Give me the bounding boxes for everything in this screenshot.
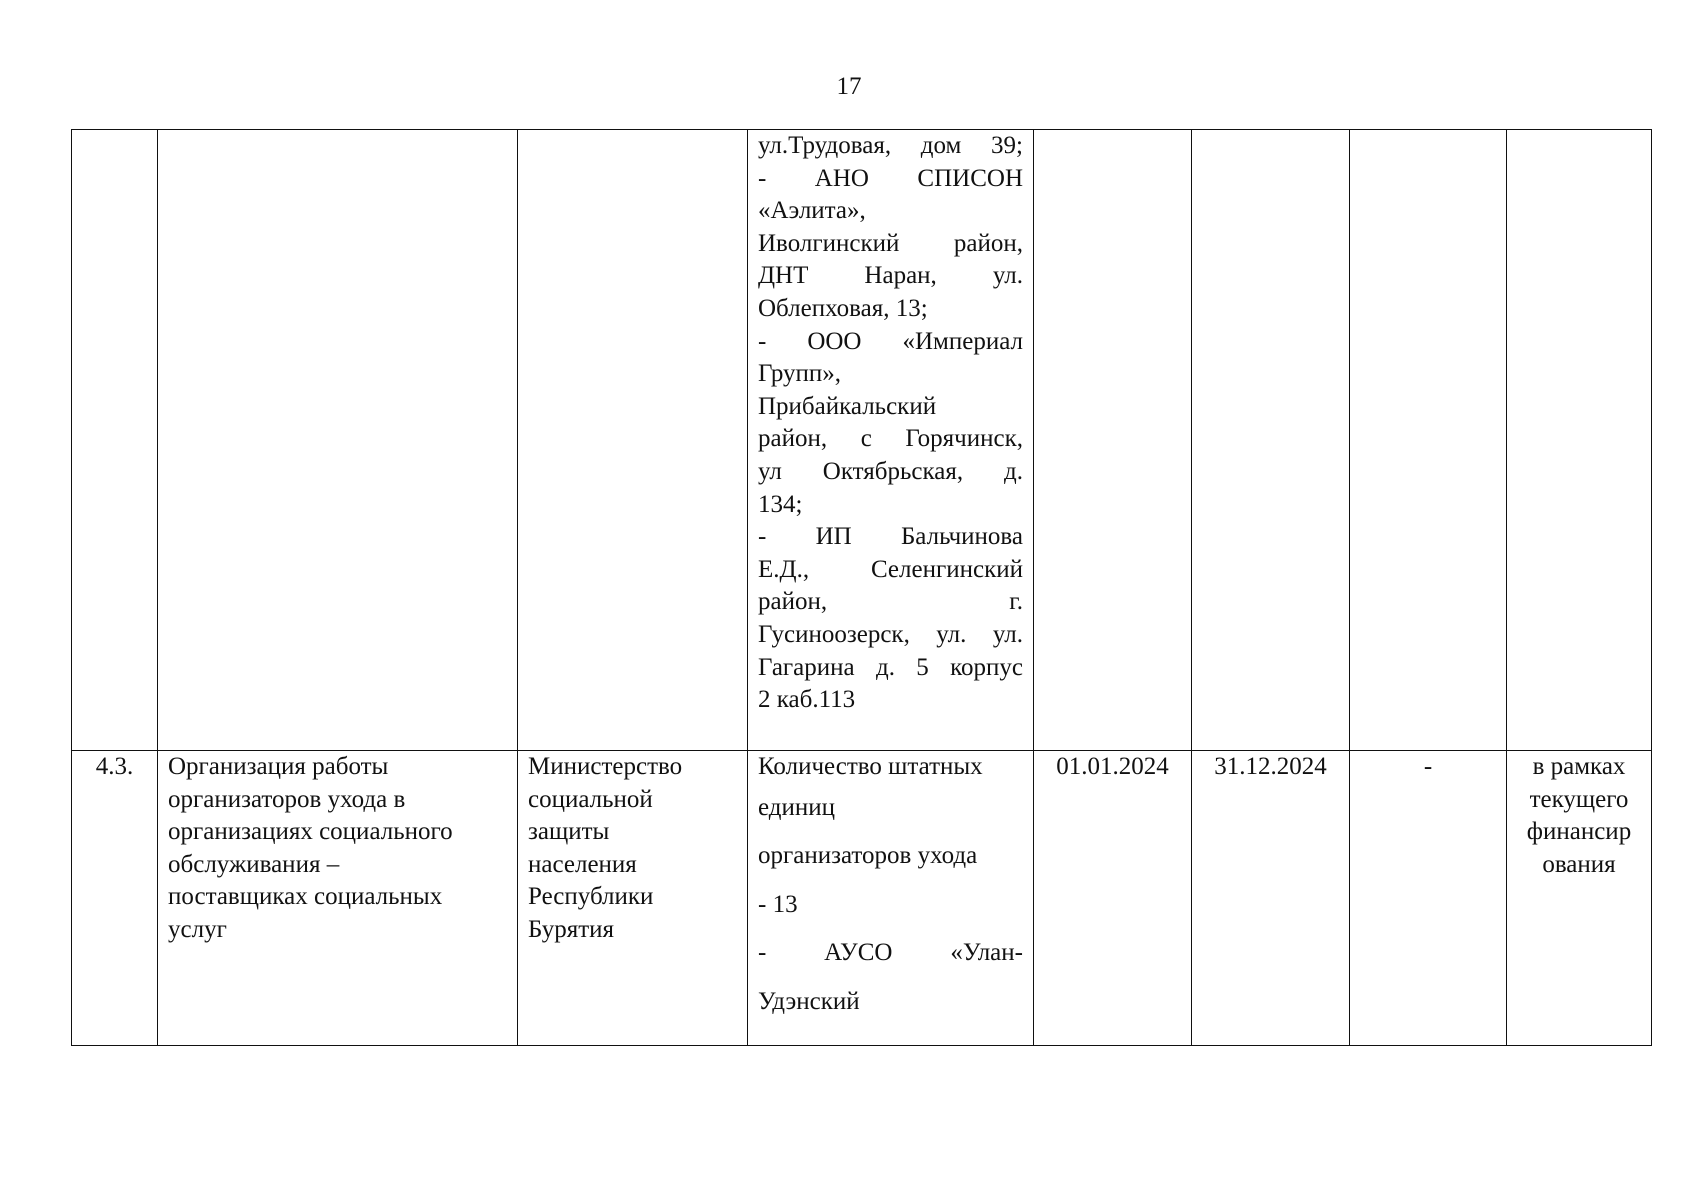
indicator-line: единиц bbox=[758, 793, 836, 821]
address-line: - ИП Бальчинова bbox=[758, 523, 1023, 551]
event-line: услуг bbox=[168, 915, 227, 943]
executor-line: защиты bbox=[528, 818, 610, 846]
executor-line: социальной bbox=[528, 785, 653, 813]
funding-source bbox=[1507, 751, 1651, 881]
event-line: организаторов ухода в bbox=[168, 785, 406, 813]
cell-event bbox=[158, 130, 518, 751]
start-date: 01.01.2024 bbox=[1056, 753, 1169, 780]
funding-line: ования bbox=[1542, 850, 1616, 878]
address-line: Прибайкальский bbox=[758, 392, 937, 420]
executor-line: Республики bbox=[528, 883, 654, 911]
address-line: - АНО СПИСОН bbox=[758, 164, 1023, 192]
cell-end-date bbox=[1192, 130, 1350, 751]
event-description bbox=[158, 751, 517, 947]
cell-executor bbox=[518, 130, 748, 751]
event-line: Организация работы bbox=[168, 753, 389, 780]
funding-line: в рамках bbox=[1532, 753, 1626, 780]
event-line: обслуживания – bbox=[168, 850, 340, 878]
address-line: 2 каб.113 bbox=[758, 686, 856, 714]
row-number: 4.3. bbox=[95, 753, 134, 780]
cell-funding bbox=[1507, 130, 1652, 751]
executor bbox=[518, 751, 747, 947]
table-row-continuation bbox=[72, 130, 1652, 751]
cell-executor bbox=[518, 751, 748, 1046]
indicator-line: Количество штатных bbox=[758, 753, 983, 780]
address-line: Гусиноозерск, ул. ул. bbox=[758, 620, 1023, 648]
executor-line: Министерство bbox=[528, 753, 683, 780]
indicator-line: - 13 bbox=[758, 890, 798, 918]
address-line: ДНТ Наран, ул. bbox=[758, 262, 1023, 290]
cell-end-date bbox=[1192, 751, 1350, 1046]
event-line: организациях социального bbox=[168, 818, 453, 846]
cell-amount bbox=[1350, 751, 1507, 1046]
address-list bbox=[748, 130, 1033, 717]
cell-amount bbox=[1350, 130, 1507, 751]
cell-start-date bbox=[1034, 751, 1192, 1046]
funding-line: финансир bbox=[1526, 818, 1632, 846]
address-line: район, г. bbox=[758, 588, 1023, 616]
cell-start-date bbox=[1034, 130, 1192, 751]
address-line: район, с Горячинск, bbox=[758, 425, 1023, 453]
page-number: 17 bbox=[836, 73, 862, 100]
end-date: 31.12.2024 bbox=[1214, 753, 1327, 780]
cell-funding bbox=[1507, 751, 1652, 1046]
address-line: Иволгинский район, bbox=[758, 229, 1023, 257]
indicator-line: Удэнский bbox=[758, 987, 860, 1015]
executor-line: Бурятия bbox=[528, 915, 615, 943]
amount: - bbox=[1423, 753, 1433, 780]
address-line: Гагарина д. 5 корпус bbox=[758, 653, 1023, 681]
funding-line: текущего bbox=[1529, 785, 1629, 813]
event-line: поставщиках социальных bbox=[168, 883, 443, 911]
indicator-line: - АУСО «Улан- bbox=[758, 939, 1023, 967]
cell-event bbox=[158, 751, 518, 1046]
cell-indicator bbox=[748, 751, 1034, 1046]
table-row-4-3 bbox=[72, 751, 1652, 1046]
indicator-line: организаторов ухода bbox=[758, 842, 978, 870]
address-line: Облепховая, 13; bbox=[758, 294, 928, 322]
cell-number bbox=[72, 751, 158, 1046]
address-line: «Аэлита», bbox=[758, 197, 866, 225]
plan-table bbox=[71, 129, 1652, 1046]
address-line: ул.Трудовая, дом 39; bbox=[758, 132, 1023, 159]
address-line: - ООО «Империал bbox=[758, 327, 1023, 355]
address-line: ул Октябрьская, д. bbox=[758, 457, 1023, 485]
indicator bbox=[748, 751, 1033, 1026]
address-line: Е.Д., Селенгинский bbox=[758, 555, 1023, 583]
address-line: Групп», bbox=[758, 360, 842, 388]
address-line: 134; bbox=[758, 490, 803, 518]
executor-line: населения bbox=[528, 850, 637, 878]
cell-number bbox=[72, 130, 158, 751]
cell-addresses bbox=[748, 130, 1034, 751]
